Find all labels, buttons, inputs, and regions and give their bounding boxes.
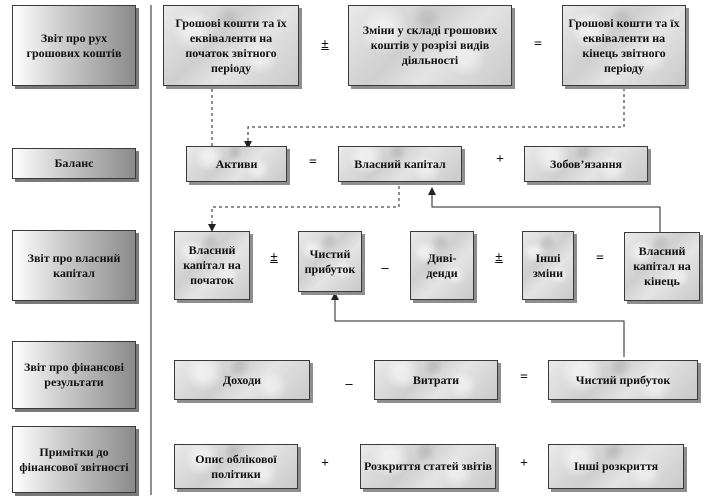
operator-plus-minus: ± bbox=[270, 250, 278, 265]
operator-equals: = bbox=[596, 251, 604, 266]
equity-begin-text: Власний капітал на початок bbox=[183, 243, 241, 287]
arrow-result-profit-to-equity-profit bbox=[335, 296, 624, 357]
box-accounting-policy bbox=[174, 444, 298, 489]
box-expenses bbox=[374, 360, 498, 400]
label-equity-statement bbox=[12, 230, 136, 301]
box-assets bbox=[186, 146, 287, 182]
box-equity bbox=[338, 146, 462, 182]
net-profit-equity-text: Чистий прибуток bbox=[304, 246, 356, 276]
cash-begin-text: Грошові кошти та їх еквіваленти на початок звітного періоду bbox=[175, 15, 287, 75]
operator-plus: + bbox=[520, 456, 528, 471]
box-income bbox=[174, 360, 310, 400]
label-balance-text: Баланс bbox=[54, 156, 94, 170]
box-equity-end bbox=[624, 232, 700, 301]
disclosure-text: Розкриття статей звітів bbox=[364, 459, 493, 473]
expenses-text: Витрати bbox=[412, 372, 460, 387]
operator-plus-minus: ± bbox=[495, 250, 503, 265]
box-dividends bbox=[410, 231, 474, 300]
operator-plus: + bbox=[496, 152, 504, 167]
box-cash-changes bbox=[348, 5, 512, 86]
operator-equals: = bbox=[534, 37, 542, 52]
label-results-text: Звіт про фінансові результати bbox=[24, 360, 124, 389]
operator-minus: – bbox=[345, 376, 353, 392]
operator-plus: + bbox=[321, 456, 329, 471]
box-cash-begin bbox=[163, 5, 299, 86]
other-disclosures-text: Інші розкриття bbox=[573, 459, 659, 473]
arrow-cash-end-to-assets bbox=[248, 88, 624, 145]
label-results-statement bbox=[12, 341, 136, 409]
accounting-policy-text: Опис облікової політики bbox=[195, 451, 277, 481]
box-net-profit-result bbox=[548, 360, 698, 400]
label-cash-flow-text: Звіт про рух грошових коштів bbox=[26, 30, 122, 60]
operator-equals: = bbox=[520, 370, 528, 385]
box-net-profit-equity bbox=[298, 231, 362, 292]
box-other-changes bbox=[522, 231, 574, 300]
liabilities-text: Зобов’язання bbox=[550, 156, 622, 171]
operator-plus-minus: ± bbox=[321, 37, 329, 52]
cash-changes-text: Зміни у складі грошових коштів у розрізі видів діяльності bbox=[362, 23, 498, 67]
operator-minus: – bbox=[381, 260, 389, 276]
arrow-equity-end-to-equity bbox=[432, 191, 660, 232]
net-profit-result-text: Чистий прибуток bbox=[575, 372, 671, 387]
box-other-disclosures bbox=[548, 444, 684, 489]
label-balance-sheet bbox=[12, 148, 136, 179]
arrow-equity-to-equity-begin bbox=[212, 186, 399, 228]
dividends-text: Диві-денди bbox=[426, 250, 458, 280]
income-text: Доходи bbox=[222, 372, 262, 387]
label-cash-flow-statement bbox=[12, 5, 136, 86]
box-disclosure bbox=[360, 444, 496, 489]
label-notes bbox=[12, 426, 136, 493]
box-equity-begin bbox=[174, 231, 250, 300]
cash-end-text: Грошові кошти та їх еквіваленти на кінець звітного періоду bbox=[568, 15, 680, 75]
assets-text: Активи bbox=[215, 156, 258, 171]
operator-equals: = bbox=[309, 155, 317, 170]
equity-text: Власний капітал bbox=[354, 156, 446, 171]
other-changes-text: Інші зміни bbox=[533, 250, 563, 280]
label-equity-text: Звіт про власний капітал bbox=[27, 250, 121, 280]
box-liabilities bbox=[524, 146, 648, 182]
box-cash-end bbox=[562, 5, 686, 86]
label-notes-text: Примітки до фінансової звітності bbox=[19, 444, 129, 474]
equity-end-text: Власний капітал на кінець bbox=[633, 244, 691, 288]
